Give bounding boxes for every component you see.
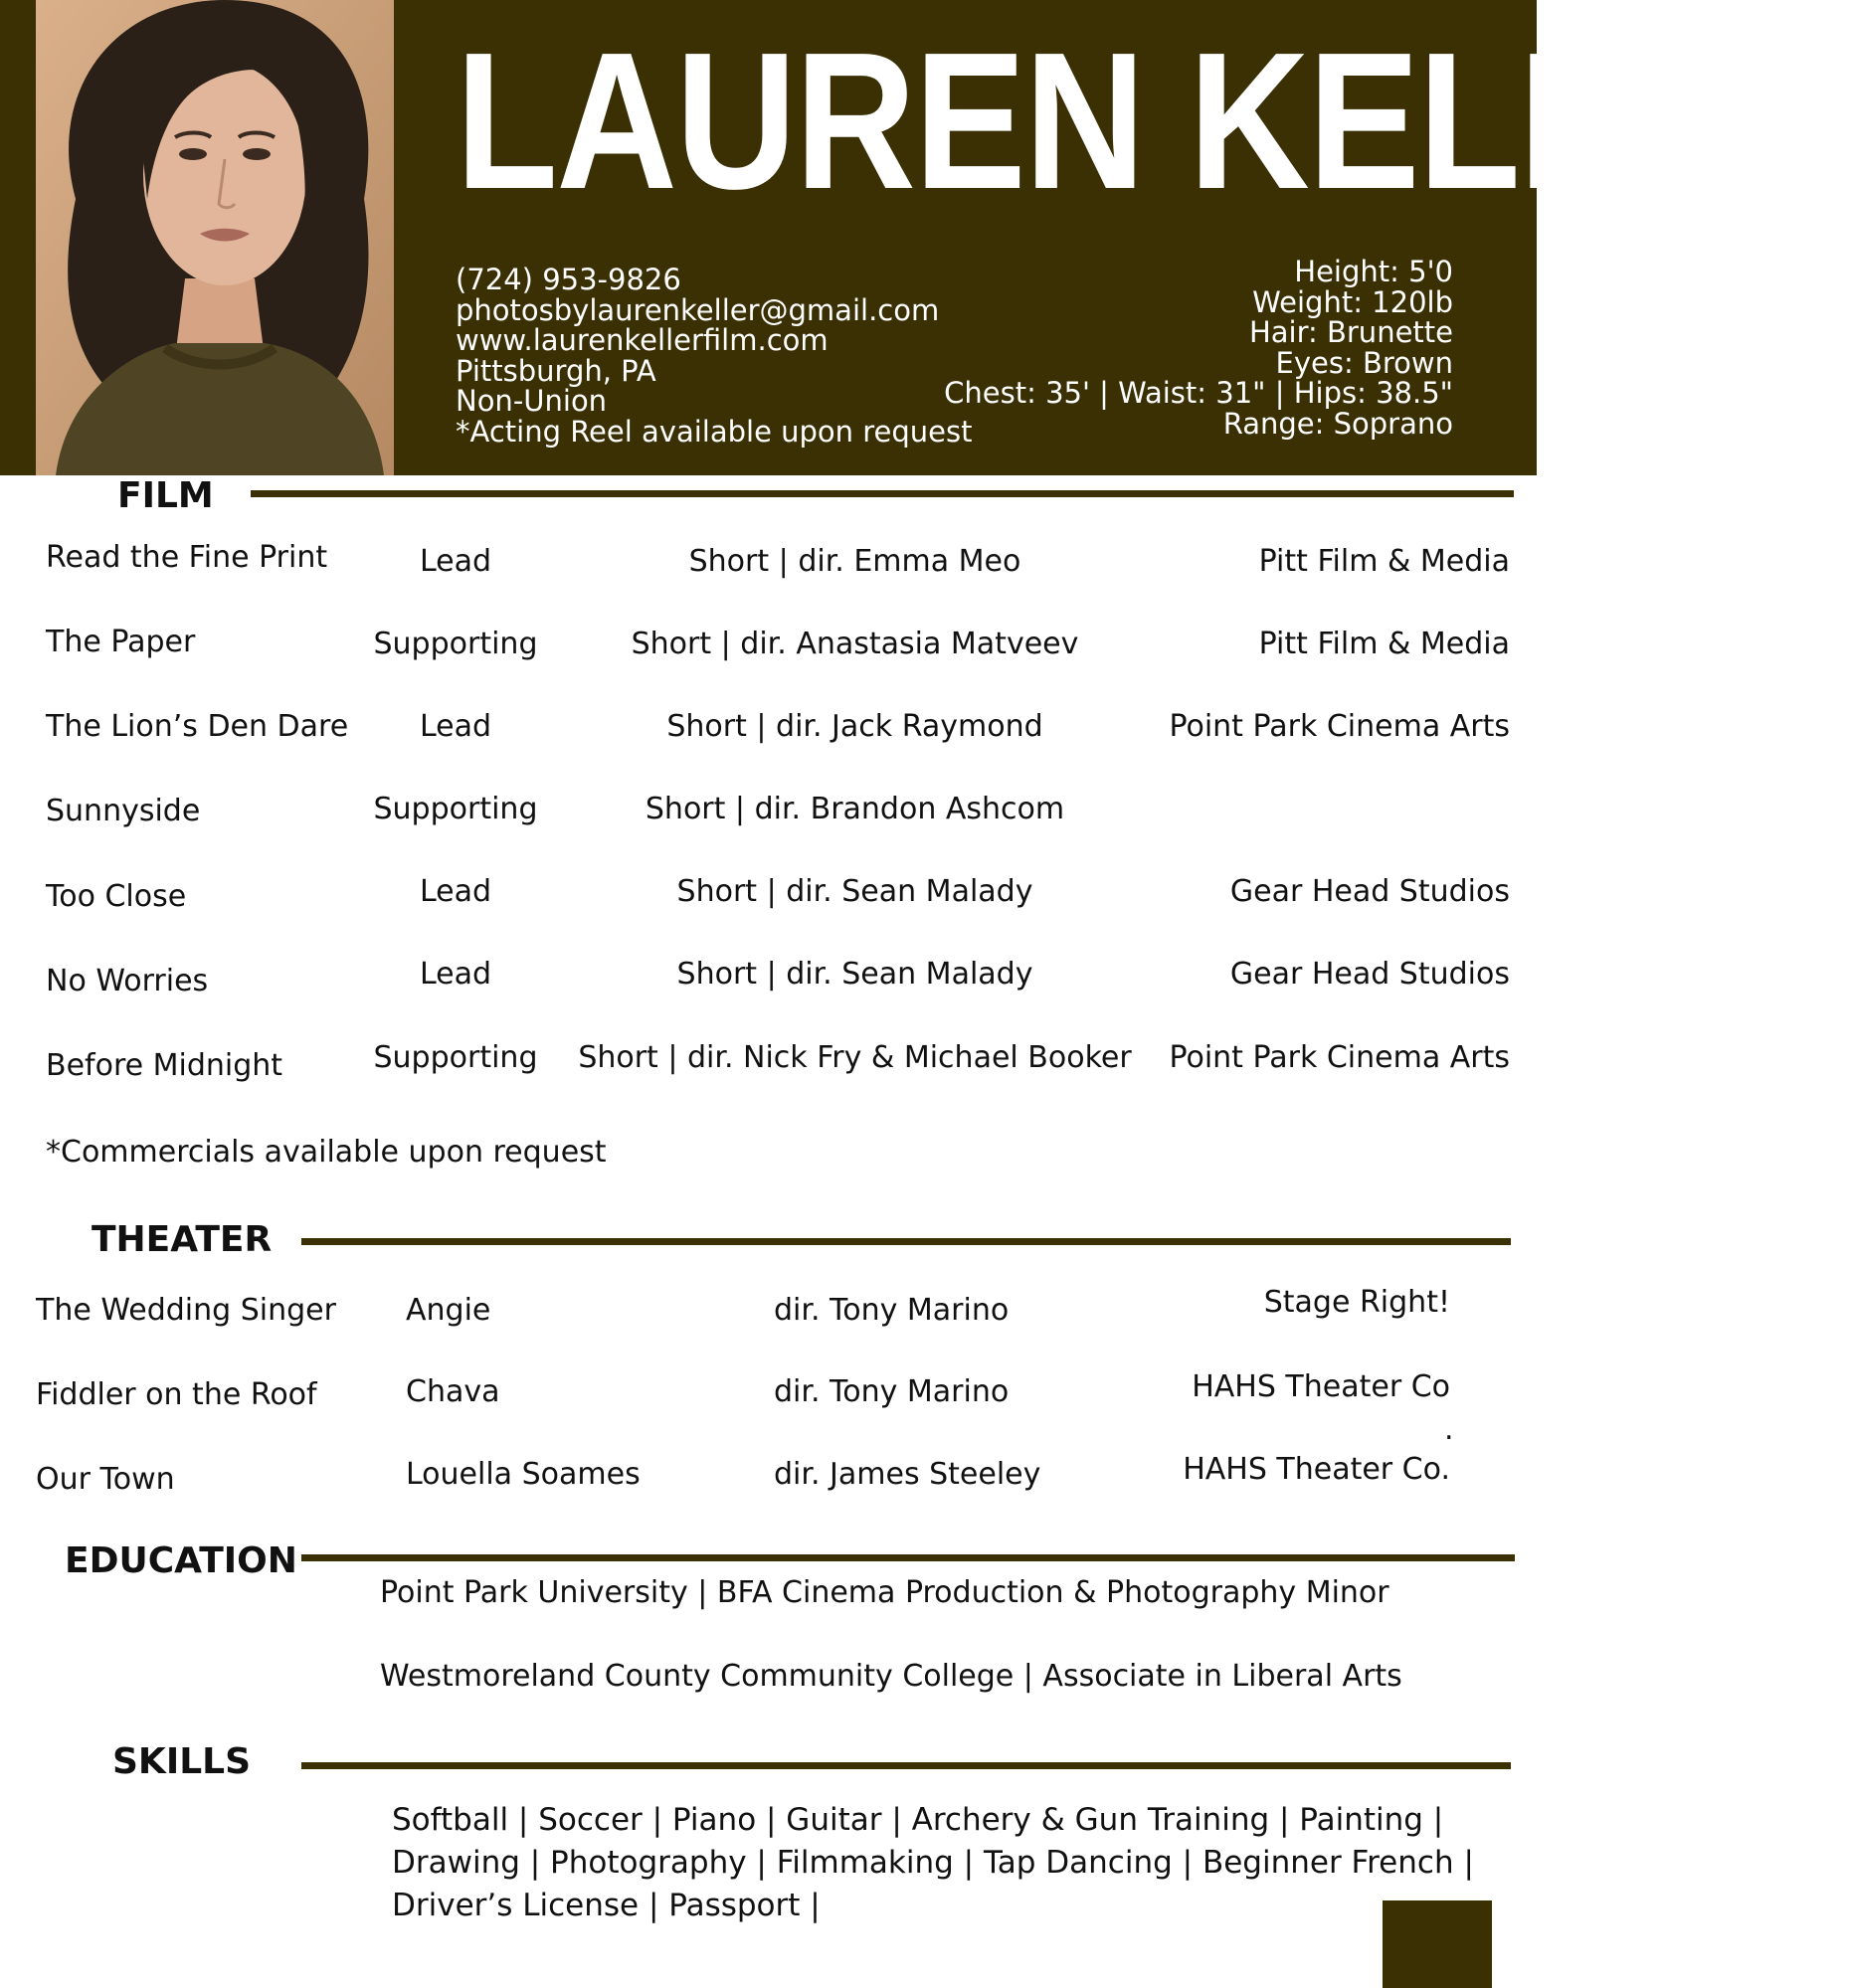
- film-row-1-director: Short | dir. Emma Meo: [688, 544, 1021, 579]
- contact-block: [456, 265, 973, 447]
- skills-divider: [301, 1762, 1511, 1769]
- theater-divider: [301, 1238, 1511, 1245]
- theater-row-1-role: Angie: [406, 1293, 491, 1328]
- film-row-7-company: Point Park Cinema Arts: [1169, 1040, 1510, 1075]
- film-row-7-title: Before Midnight: [46, 1048, 283, 1083]
- theater-section-title: THEATER: [92, 1219, 273, 1260]
- film-row-1-role: Lead: [419, 544, 492, 579]
- film-row-2-title: The Paper: [46, 625, 196, 659]
- stat-height: Height: 5'0: [1294, 255, 1453, 288]
- film-row-3-company: Point Park Cinema Arts: [1169, 709, 1510, 744]
- film-section-title: FILM: [117, 475, 214, 516]
- education-section-title: EDUCATION: [65, 1540, 297, 1581]
- film-divider: [251, 490, 1514, 497]
- film-row-6-company: Gear Head Studios: [1229, 957, 1510, 992]
- education-divider: [301, 1554, 1515, 1561]
- skills-list: [392, 1799, 1486, 1927]
- email-address[interactable]: photosbylaurenkeller@gmail.com: [456, 292, 940, 327]
- headshot-photo: [36, 0, 394, 475]
- reel-note: *Acting Reel available upon request: [456, 414, 973, 449]
- theater-row-1-company: Stage Right!: [1263, 1285, 1450, 1320]
- union-status: Non-Union: [456, 384, 608, 418]
- film-row-3-director: Short | dir. Jack Raymond: [666, 709, 1043, 744]
- theater-row-1-director: dir. Tony Marino: [774, 1293, 1010, 1328]
- film-row-4-role: Supporting: [373, 792, 538, 826]
- film-row-5-role: Lead: [419, 874, 492, 909]
- film-row-7-director: Short | dir. Nick Fry & Michael Booker: [578, 1040, 1132, 1075]
- film-row-2-company: Pitt Film & Media: [1258, 627, 1510, 661]
- film-row-6-title: No Worries: [46, 964, 209, 998]
- education-item-1: Point Park University | BFA Cinema Production & Photography Minor: [380, 1575, 1389, 1610]
- film-row-3-role: Lead: [419, 709, 492, 744]
- stray-period: .: [1444, 1412, 1454, 1447]
- film-row-1-company: Pitt Film & Media: [1258, 544, 1510, 579]
- website-link[interactable]: www.laurenkellerfilm.com: [456, 323, 829, 357]
- film-row-4-title: Sunnyside: [46, 794, 201, 828]
- film-row-5-title: Too Close: [46, 879, 187, 914]
- commercials-note: *Commercials available upon request: [46, 1135, 607, 1170]
- film-row-7-role: Supporting: [373, 1040, 538, 1075]
- film-row-5-director: Short | dir. Sean Malady: [676, 874, 1033, 909]
- skills-line-1: Softball | Soccer | Piano | Guitar | Archery & Gun Training | Painting |: [392, 1802, 1444, 1838]
- stat-weight: Weight: 120lb: [1252, 284, 1453, 319]
- film-row-6-role: Lead: [419, 957, 492, 992]
- header-banner: [0, 0, 1849, 475]
- stat-measurements: Chest: 35' | Waist: 31" | Hips: 38.5": [944, 376, 1453, 410]
- film-row-2-role: Supporting: [373, 627, 538, 661]
- education-item-2: Westmoreland County Community College | Associate in Liberal Arts: [380, 1659, 1402, 1694]
- applicant-name: LAUREN KELLER: [456, 12, 1849, 230]
- theater-row-1-title: The Wedding Singer: [36, 1293, 336, 1328]
- theater-row-2-director: dir. Tony Marino: [774, 1374, 1010, 1409]
- stat-vocal-range: Range: Soprano: [1222, 406, 1453, 441]
- phone-number[interactable]: (724) 953-9826: [456, 263, 681, 296]
- physical-stats-block: [944, 257, 1453, 439]
- film-row-6-director: Short | dir. Sean Malady: [676, 957, 1033, 992]
- film-row-2-director: Short | dir. Anastasia Matveev: [631, 627, 1079, 661]
- film-row-4-director: Short | dir. Brandon Ashcom: [645, 792, 1065, 826]
- theater-row-2-role: Chava: [406, 1374, 500, 1409]
- film-row-3-title: The Lion’s Den Dare: [46, 709, 349, 744]
- skills-section-title: SKILLS: [112, 1741, 252, 1782]
- decorative-corner-block: [1383, 1900, 1492, 1988]
- headshot-image: [36, 0, 394, 475]
- theater-row-3-title: Our Town: [36, 1462, 175, 1497]
- theater-row-2-company: HAHS Theater Co: [1192, 1369, 1450, 1404]
- skills-line-3: Driver’s License | Passport |: [392, 1888, 821, 1923]
- film-row-5-company: Gear Head Studios: [1229, 874, 1510, 909]
- stat-eyes: Eyes: Brown: [1275, 345, 1453, 380]
- film-row-1-title: Read the Fine Print: [46, 540, 328, 575]
- theater-row-3-company: HAHS Theater Co.: [1183, 1452, 1450, 1487]
- stat-hair: Hair: Brunette: [1248, 315, 1453, 349]
- theater-row-2-title: Fiddler on the Roof: [36, 1377, 317, 1412]
- theater-row-3-role: Louella Soames: [406, 1457, 641, 1492]
- location: Pittsburgh, PA: [456, 353, 656, 388]
- theater-row-3-director: dir. James Steeley: [774, 1457, 1041, 1492]
- skills-line-2: Drawing | Photography | Filmmaking | Tap Dancing | Beginner French |: [392, 1845, 1474, 1881]
